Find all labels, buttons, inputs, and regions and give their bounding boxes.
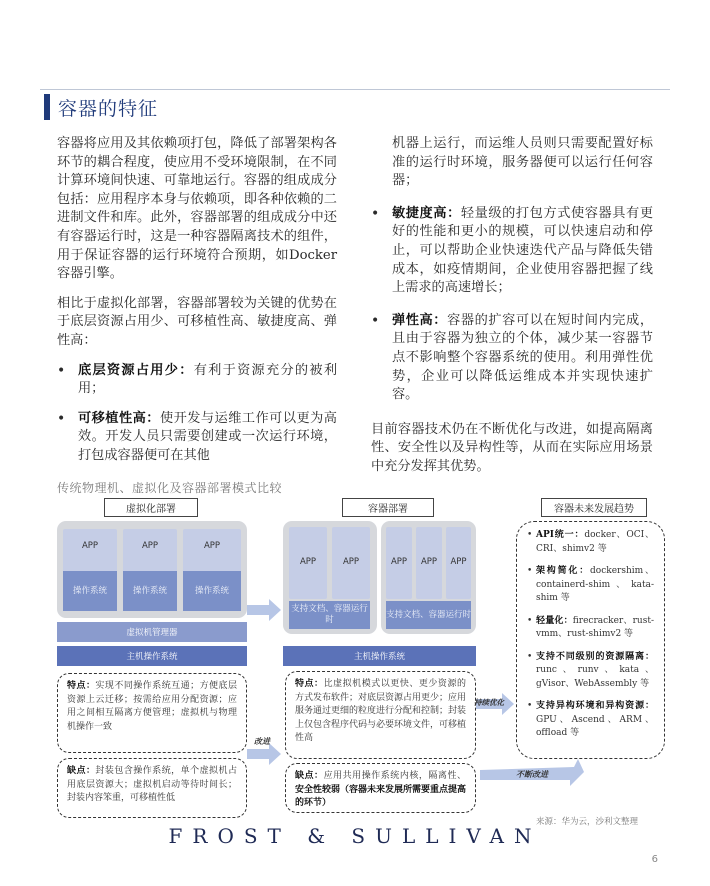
- section-heading: [44, 94, 158, 120]
- cont-cons-box: [285, 763, 476, 813]
- bullet-dot: •: [57, 410, 66, 427]
- source-note: 来源：华为云，沙利文整理: [536, 817, 639, 827]
- features-text: 实现不同操作系统互通；方便底层资源上云迁移；按需给应用分配资源；应用之间相互隔离方便管理；虚拟机与物理机操作一致: [67, 681, 237, 732]
- cont-app-tile: [386, 527, 412, 599]
- virt-cons-box: [57, 758, 247, 818]
- left-column: [57, 135, 337, 477]
- bullet-resource: [57, 362, 337, 399]
- outlook-paragraph: 目前容器技术仍在不断优化与改进，如提高隔离性、安全性以及异构性等，从而在实际应用场景中充分发挥其优势。: [371, 421, 653, 474]
- cont-host-os-band: 主机操作系统: [283, 646, 476, 666]
- runtime-block: 支持文档、容器运行时: [386, 601, 471, 629]
- bullet-title: 弹性高：: [392, 312, 448, 328]
- bullet-agility: [371, 205, 653, 298]
- bullet-portability: [57, 410, 337, 466]
- os-block: 操作系统: [63, 571, 117, 611]
- bullet-title: 敏捷度高：: [392, 205, 461, 221]
- trend-label: 支持异构环境和异构资源：: [536, 701, 654, 711]
- bullet-text: 容器的扩容可以在短时间内完成，且由于容器为独立的个体，减少某一容器节点不影响整个容器系统的使用。利用弹性优势，企业可以降低运维成本并实现快速扩容。: [392, 312, 654, 403]
- app-label: APP: [420, 557, 438, 567]
- bullet-dot: •: [57, 362, 66, 379]
- trend-label: 轻量化：: [536, 615, 573, 626]
- future-trend-item: [527, 529, 654, 556]
- bullet-dot: •: [371, 312, 380, 329]
- trend-text: GPU、Ascend、ARM、offload 等: [536, 714, 654, 738]
- hypervisor-band: 虚拟机管理器: [57, 622, 247, 642]
- trend-text: runc、runv、kata、gVisor、WebAssembly 等: [536, 665, 654, 689]
- virt-vm-2: [123, 529, 177, 611]
- os-block: 操作系统: [123, 571, 177, 611]
- cons-label: 缺点：: [67, 766, 96, 776]
- app-label: APP: [141, 541, 159, 551]
- app-label: APP: [342, 557, 360, 567]
- trend-label: 支持不同级别的资源隔离：: [536, 651, 654, 662]
- app-label: APP: [203, 541, 221, 551]
- virt-vm-1: [63, 529, 117, 611]
- improve-label: 改进: [254, 736, 270, 746]
- bullet-dot: •: [527, 615, 533, 626]
- heading-accent-bar: [44, 94, 50, 120]
- cont-features-box: [285, 671, 476, 759]
- bullet-dot: •: [527, 566, 533, 576]
- app-label: APP: [81, 541, 99, 551]
- bullet-title: 底层资源占用少：: [78, 362, 194, 378]
- diagram-title: 传统物理机、虚拟化及容器部署模式比较: [57, 481, 283, 495]
- features-label: 特点：: [67, 681, 96, 691]
- future-trend-item: [527, 615, 654, 642]
- trend-label: API统一：: [536, 530, 585, 540]
- bullet-text: 有利于资源充分的被利用；: [78, 362, 338, 397]
- cons-bold-text: 安全性较弱（容器未来发展所需要重点提高的环节）: [295, 784, 467, 808]
- trend-text: dockershim、containerd-shim、kata-shim 等: [536, 566, 654, 603]
- intro-paragraph: 容器将应用及其依赖项打包，降低了部署架构各环节的耦合程度，使应用不受环境限制，在不同计算环境间快速、可靠地运行。容器的组成成分包括：应用程序本身与依赖项，即各种依赖的二进制文件和库。此外，容器部署的组成成分中还有容器运行时，这是一种容器隔离技术的组件，用于保证容器的运行环境符合预期，如Docker容器引擎。: [57, 136, 337, 282]
- future-trend-item: [527, 565, 654, 606]
- app-label: APP: [299, 557, 317, 567]
- app-label: APP: [450, 557, 467, 567]
- features-text: 比虚拟机模式以更快、更少资源的方式发布软件；对底层资源占用更少；应用服务通过更细的粒度进行分配和控制；封装上仅包含程序代码与必要环境文件，可移植性高: [295, 679, 467, 743]
- bullet-dot: •: [371, 205, 380, 222]
- right-column: [371, 135, 653, 488]
- virt-features-box: [57, 673, 247, 753]
- arrow-right-icon: [247, 598, 283, 622]
- cons-text: 应用共用操作系统内核，隔离性、: [323, 771, 466, 781]
- features-label: 特点：: [295, 679, 324, 689]
- app-label: APP: [390, 557, 408, 567]
- top-rule: [40, 89, 670, 90]
- cons-label: 缺点：: [295, 771, 324, 781]
- virt-header: 虚拟化部署: [104, 498, 198, 517]
- bullet-elasticity: [371, 312, 653, 405]
- bullet-text: 使开发与运维工作可以更为高效。开发人员只需要创建或一次运行环境，打包成容器便可在其他: [78, 410, 337, 463]
- future-header: 容器未来发展趋势: [541, 498, 647, 517]
- future-trends-box: [516, 521, 665, 759]
- cont-header: 容器部署: [342, 498, 434, 517]
- cont-app-tile: [416, 527, 442, 599]
- future-trend-item: [527, 700, 654, 741]
- trend-text: docker、OCI、CRI、shimv2 等: [536, 530, 654, 554]
- virt-vm-3: [183, 529, 241, 611]
- advantage-paragraph: 相比于虚拟化部署，容器部署较为关键的优势在于底层资源占用少、可移植性高、敏捷度高、弹性高：: [57, 295, 337, 348]
- virt-host-os-band: 主机操作系统: [57, 646, 247, 666]
- cont-app-tile: [289, 527, 327, 599]
- section-title: 容器的特征: [58, 97, 159, 120]
- bullet-portability-cont: [371, 135, 653, 191]
- bullet-text: 机器上运行，而运维人员则只需要配置好标准的运行时环境，服务器便可以运行任何容器；: [392, 136, 653, 189]
- trend-text: firecracker、rust-vmm、rust-shimv2 等: [536, 615, 654, 639]
- runtime-block: 支持文档、容器运行时: [289, 601, 370, 629]
- future-trend-item: [527, 651, 654, 692]
- brand-logo: FROST & SULLIVAN: [168, 824, 542, 848]
- cont-app-tile: [332, 527, 370, 599]
- bullet-dot: •: [527, 530, 533, 540]
- continuous-improve-label: 不断改进: [516, 769, 548, 779]
- cont-app-tile: [446, 527, 471, 599]
- os-block: 操作系统: [183, 571, 241, 611]
- page-number: 6: [651, 854, 658, 865]
- bullet-dot: •: [527, 701, 533, 711]
- continuous-optimize-label: 持续优化: [474, 698, 504, 707]
- bullet-text: 轻量级的打包方式使容器具有更好的性能和更小的规模，可以快速启动和停止，可以帮助企业快速迭代产品与降低失错成本，如疫情期间，企业使用容器把握了线上需求的高速增长；: [392, 205, 654, 296]
- bullet-dot: •: [527, 651, 533, 662]
- trend-label: 架构简化：: [536, 566, 591, 576]
- cons-text: 封装包含操作系统，单个虚拟机占用底层资源大；虚拟机启动等待时间长；封装内容笨重，可移植性低: [67, 766, 237, 803]
- bullet-title: 可移植性高：: [78, 410, 160, 426]
